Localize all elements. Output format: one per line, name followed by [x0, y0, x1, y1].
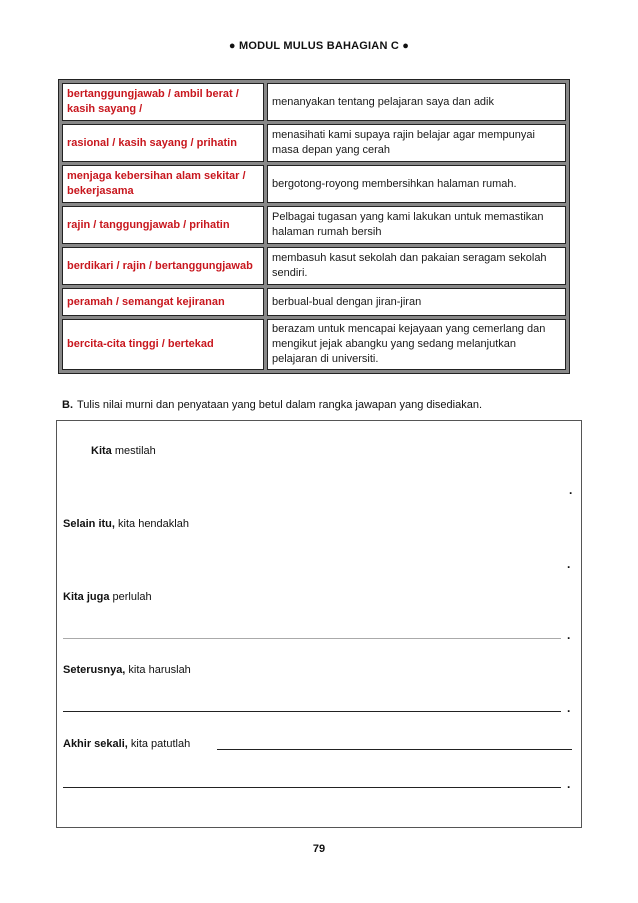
prompt-5: Akhir sekali, kita patutlah	[63, 738, 191, 750]
value-cell: bercita-cita tinggi / bertekad	[62, 319, 264, 370]
statement-cell: menanyakan tentang pelajaran saya dan adik	[267, 83, 566, 121]
answer-line[interactable]	[217, 749, 572, 750]
prompt-2: Selain itu, kita hendaklah	[63, 518, 189, 530]
value-cell: peramah / semangat kejiranan	[62, 288, 264, 316]
prompt-4: Seterusnya, kita haruslah	[63, 664, 191, 676]
statement-cell: menasihati kami supaya rajin belajar agar mempunyai masa depan yang cerah	[267, 124, 566, 162]
values-table	[58, 79, 570, 374]
statement-cell: bergotong-royong membersihkan halaman rumah.	[267, 165, 566, 203]
table-row	[62, 247, 566, 285]
table-row	[62, 124, 566, 162]
statement-cell: berazam untuk mencapai kejayaan yang cemerlang dan mengikut jejak abangku yang sedang melanjutkan pelajaran di universiti.	[267, 319, 566, 370]
answer-dot: .	[567, 777, 571, 791]
table-row	[62, 319, 566, 370]
table-row	[62, 83, 566, 121]
statement-cell: berbual-bual dengan jiran-jiran	[267, 288, 566, 316]
section-b-label: B.	[62, 399, 73, 411]
answer-dot: .	[567, 701, 571, 715]
answer-line[interactable]	[63, 711, 561, 712]
answer-dot: .	[567, 557, 571, 571]
value-cell: bertanggungjawab / ambil berat / kasih sayang /	[62, 83, 264, 121]
answer-line[interactable]	[63, 787, 561, 788]
value-cell: menjaga kebersihan alam sekitar / bekerjasama	[62, 165, 264, 203]
answer-box	[56, 420, 582, 828]
instruction-text: Tulis nilai murni dan penyataan yang betul dalam rangka jawapan yang disediakan.	[77, 399, 483, 411]
answer-dot: .	[569, 483, 573, 497]
page-number: 79	[312, 843, 326, 855]
answer-line[interactable]	[63, 638, 561, 639]
table-row	[62, 288, 566, 316]
prompt-1: Kita mestilah	[91, 445, 156, 457]
statement-cell: Pelbagai tugasan yang kami lakukan untuk memastikan halaman rumah bersih	[267, 206, 566, 244]
section-b-instruction	[62, 399, 582, 411]
answer-dot: .	[567, 628, 571, 642]
page-header: ● MODUL MULUS BAHAGIAN C ●	[228, 40, 410, 52]
statement-cell: membasuh kasut sekolah dan pakaian seragam sekolah sendiri.	[267, 247, 566, 285]
value-cell: rasional / kasih sayang / prihatin	[62, 124, 264, 162]
prompt-3: Kita juga perlulah	[63, 591, 152, 603]
value-cell: berdikari / rajin / bertanggungjawab	[62, 247, 264, 285]
table-row	[62, 165, 566, 203]
table-row	[62, 206, 566, 244]
value-cell: rajin / tanggungjawab / prihatin	[62, 206, 264, 244]
